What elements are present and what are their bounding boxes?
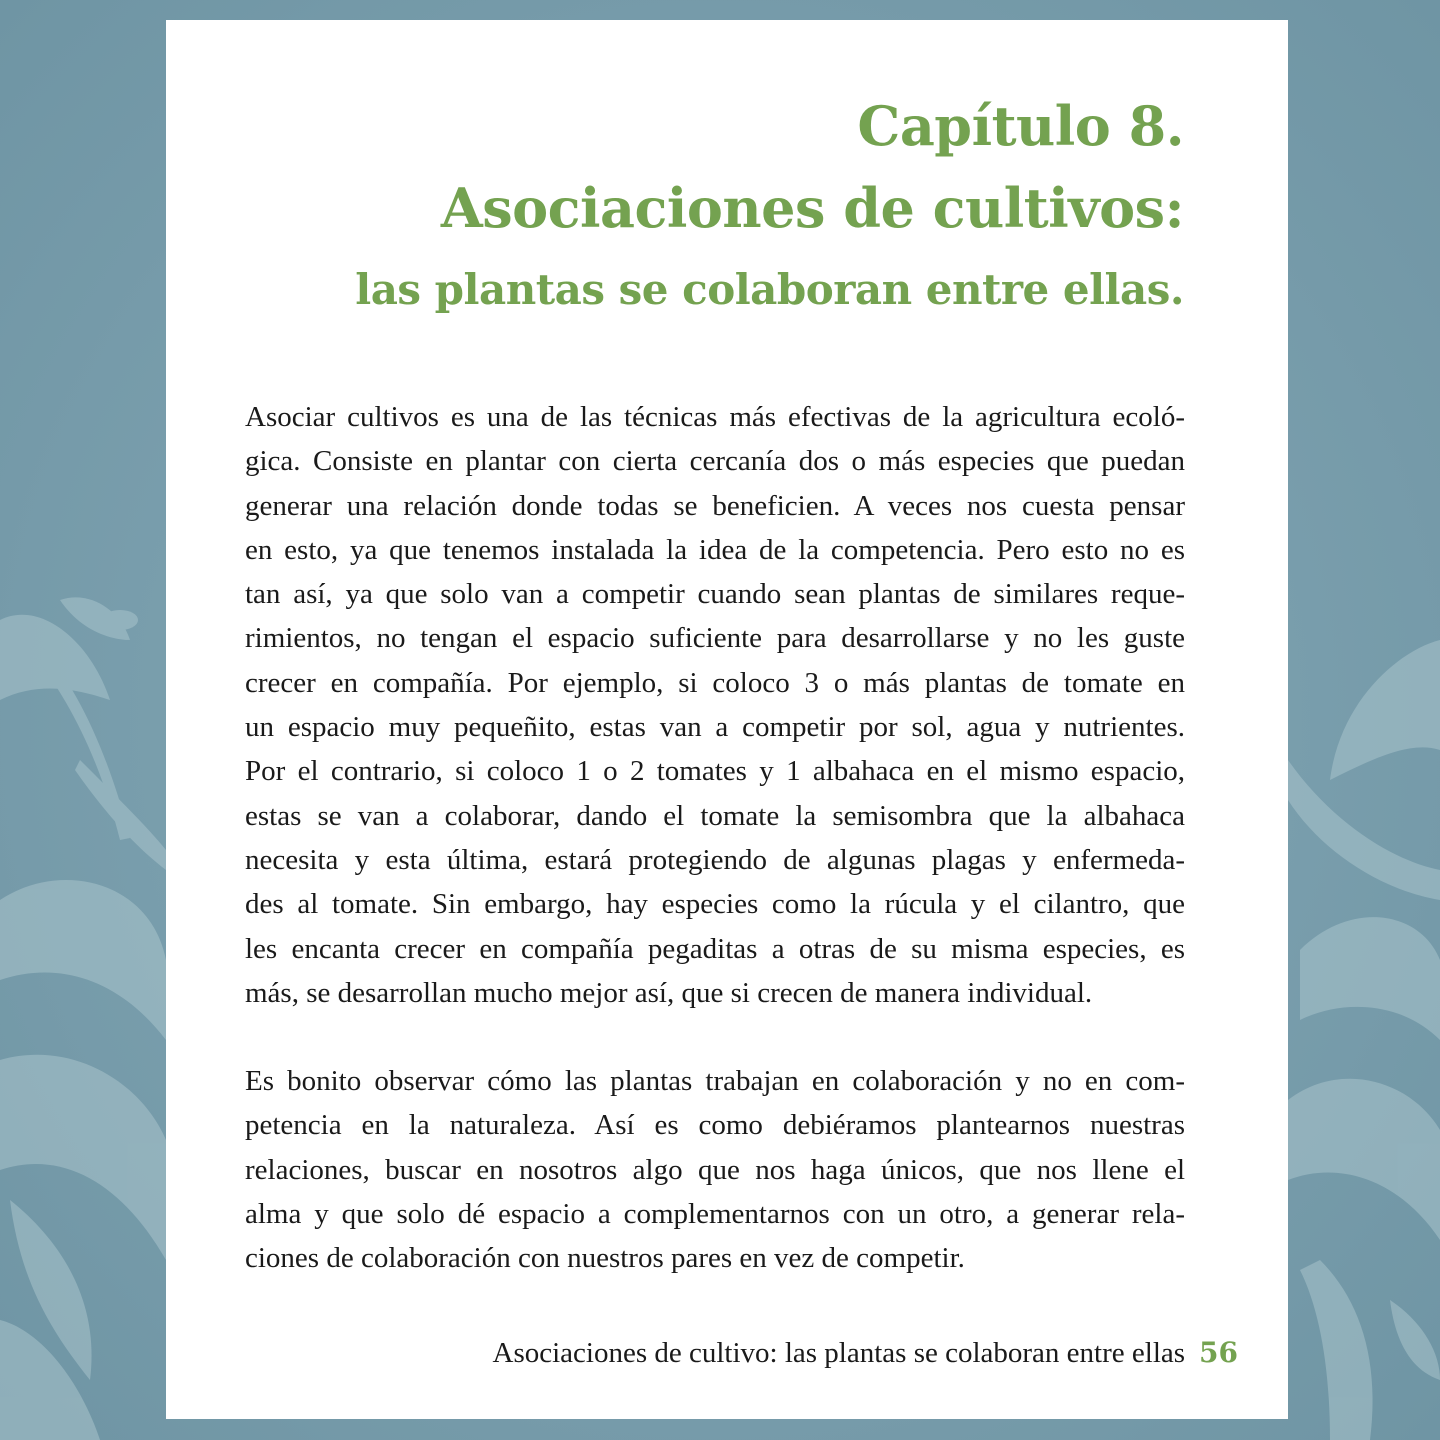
paragraph-2: [245, 1059, 1185, 1280]
text-line: relaciones, buscar en nosotros algo que nos haga únicos, que nos llene el: [245, 1153, 1185, 1186]
text-line: des al tomate. Sin embargo, hay especies como la rúcula y el cilantro, que: [245, 888, 1185, 921]
text-line: un espacio muy pequeñito, estas van a competir por sol, agua y nutrientes.: [245, 711, 1185, 744]
chapter-heading: [355, 90, 1184, 326]
text-line: alma y que solo dé espacio a complementarnos con un otro, a generar rela-: [245, 1198, 1185, 1231]
text-line: Asociar cultivos es una de las técnicas más efectivas de la agricultura ecoló-: [245, 401, 1185, 433]
text-line: les encanta crecer en compañía pegaditas a otras de su misma especies, es: [245, 932, 1185, 965]
text-line: crecer en compañía. Por ejemplo, si coloco 3 o más plantas de tomate en: [245, 666, 1185, 699]
text-line: Por el contrario, si coloco 1 o 2 tomates y 1 albahaca en el mismo espacio,: [245, 755, 1185, 788]
text-line: petencia en la naturaleza. Así es como debiéramos plantearnos nuestras: [245, 1109, 1185, 1142]
chapter-title: Asociaciones de cultivos:: [440, 176, 1184, 240]
text-line: rimientos, no tengan el espacio suficiente para desarrollarse y no les guste: [245, 622, 1185, 655]
body-text: [245, 395, 1185, 1281]
text-line: gica. Consiste en plantar con cierta cercanía dos o más especies que puedan: [245, 445, 1185, 478]
text-line: tan así, ya que solo van a competir cuando sean plantas de similares reque-: [245, 578, 1185, 611]
text-line: ciones de colaboración con nuestros pares en vez de competir.: [245, 1242, 965, 1275]
chapter-number-title: Capítulo 8.: [857, 94, 1184, 158]
book-page: [166, 20, 1288, 1419]
text-line: en esto, ya que tenemos instalada la idea de la competencia. Pero esto no es: [245, 533, 1185, 566]
text-line: más, se desarrollan mucho mejor así, que si crecen de manera individual.: [245, 976, 1093, 1009]
chapter-subtitle: las plantas se colaboran entre ellas.: [355, 265, 1184, 314]
text-line: generar una relación donde todas se beneficien. A veces nos cuesta pensar: [245, 489, 1185, 522]
text-line: Es bonito observar cómo las plantas trabajan en colaboración y no en com-: [245, 1065, 1185, 1098]
text-line: estas se van a colaborar, dando el tomate la semisombra que la albahaca: [245, 799, 1185, 832]
page-number: 56: [1199, 1336, 1238, 1369]
text-line: necesita y esta última, estará protegiendo de algunas plagas y enfermeda-: [245, 843, 1185, 876]
paragraph-1: [245, 395, 1185, 1015]
page-footer: [493, 1336, 1239, 1370]
running-title: Asociaciones de cultivo: las plantas se colaboran entre ellas: [492, 1337, 1186, 1369]
